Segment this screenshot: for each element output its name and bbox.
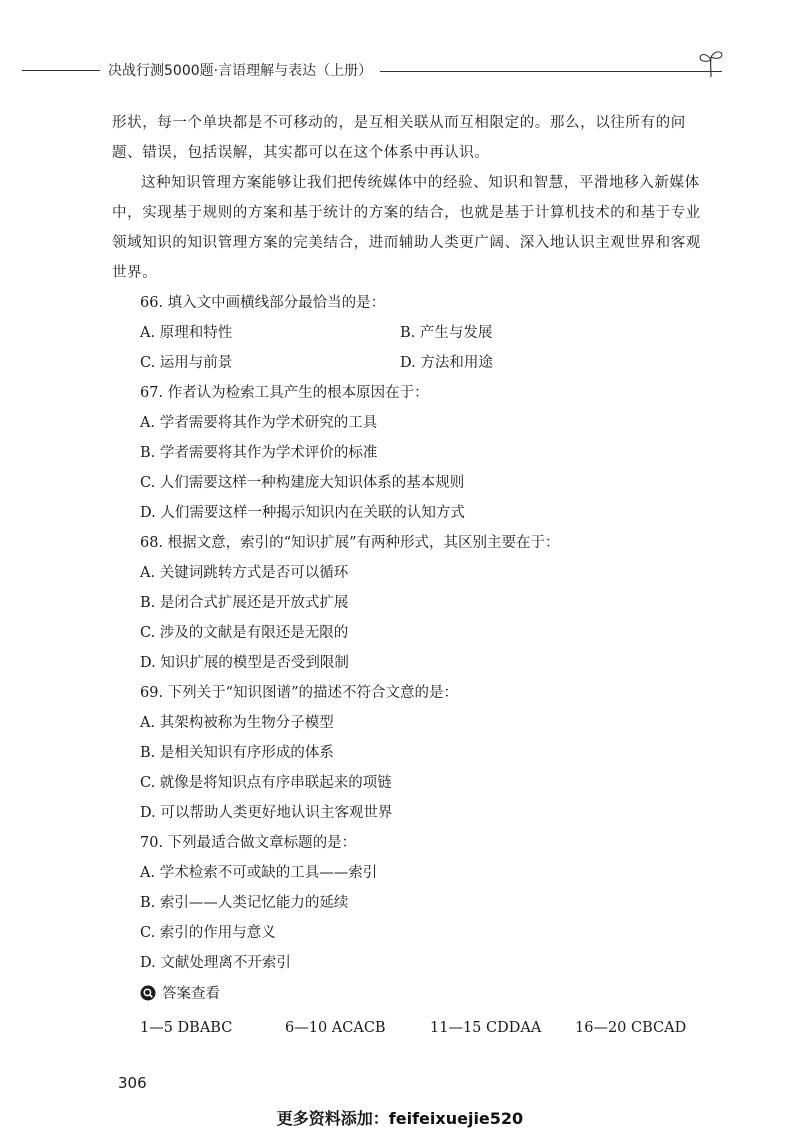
running-header <box>22 56 722 84</box>
answer-range-1-5: 1—5 DBABC <box>140 1020 233 1036</box>
page-body <box>112 108 712 978</box>
header-rule-left <box>22 70 100 71</box>
header-rule-right <box>380 71 722 72</box>
answer-key-row <box>140 1020 720 1036</box>
option-b: B. 是闭合式扩展还是开放式扩展 <box>140 595 349 611</box>
option-a: A. 原理和特性 <box>140 325 233 341</box>
answer-range-6-10: 6—10 ACACB <box>285 1020 386 1036</box>
passage-paragraph-1: 形状，每一个单块都是不可移动的，是互相关联从而互相限定的。那么，以往所有的问题、错误，包括误解，其实都可以在这个体系中再认识。 <box>112 115 686 161</box>
page-number: 306 <box>118 1074 147 1092</box>
answer-range-16-20: 16—20 CBCAD <box>575 1020 687 1036</box>
question-stem: 66. 填入文中画横线部分最恰当的是： <box>140 295 386 311</box>
book-title: 决战行测5000题·言语理解与表达（上册） <box>108 63 373 79</box>
question-68 <box>140 528 712 678</box>
option-c: C. 就像是将知识点有序串联起来的项链 <box>140 775 392 791</box>
option-b: B. 学者需要将其作为学术评价的标准 <box>140 445 378 461</box>
answer-section-title: 答案查看 <box>162 986 220 1002</box>
option-c: C. 运用与前景 <box>140 355 233 371</box>
option-row <box>140 348 712 378</box>
option-a: A. 学者需要将其作为学术研究的工具 <box>140 415 378 431</box>
question-stem: 69. 下列关于“知识图谱”的描述不符合文意的是： <box>140 685 458 701</box>
option-row <box>140 318 712 348</box>
answer-magnifier-icon <box>140 985 156 1001</box>
answer-range-11-15: 11—15 CDDAA <box>430 1020 542 1036</box>
option-d: D. 知识扩展的模型是否受到限制 <box>140 655 349 671</box>
option-d: D. 方法和用途 <box>400 355 493 371</box>
passage-paragraph-2: 这种知识管理方案能够让我们把传统媒体中的经验、知识和智慧，平滑地移入新媒体中，实现基于规则的方案和基于统计的方案的结合，也就是基于计算机技术的和基于专业领域知识的知识管理方案的完美结合，进而辅助人类更广阔、深入地认识主观世界和客观世界。 <box>112 175 701 281</box>
option-b: B. 索引——人类记忆能力的延续 <box>140 895 349 911</box>
option-d: D. 文献处理离不开索引 <box>140 955 291 971</box>
option-d: D. 人们需要这样一种揭示知识内在关联的认知方式 <box>140 505 465 521</box>
sprout-icon <box>698 48 724 78</box>
option-b: B. 是相关知识有序形成的体系 <box>140 745 334 761</box>
question-67 <box>140 378 712 528</box>
option-a: A. 关键词跳转方式是否可以循环 <box>140 565 349 581</box>
question-66 <box>140 288 712 378</box>
footer-note: 更多资料添加：feifeixuejie520 <box>276 1109 524 1128</box>
option-a: A. 其架构被称为生物分子模型 <box>140 715 334 731</box>
option-c: C. 涉及的文献是有限还是无限的 <box>140 625 349 641</box>
option-c: C. 人们需要这样一种构建庞大知识体系的基本规则 <box>140 475 465 491</box>
question-69 <box>140 678 712 828</box>
question-70 <box>140 828 712 978</box>
question-stem: 68. 根据文意，索引的“知识扩展”有两种形式，其区别主要在于： <box>140 535 560 551</box>
option-c: C. 索引的作用与意义 <box>140 925 276 941</box>
question-stem: 67. 作者认为检索工具产生的根本原因在于： <box>140 385 429 401</box>
option-b: B. 产生与发展 <box>400 325 493 341</box>
question-stem: 70. 下列最适合做文章标题的是： <box>140 835 357 851</box>
answer-section-heading <box>140 982 220 1003</box>
option-d: D. 可以帮助人类更好地认识主客观世界 <box>140 805 393 821</box>
option-a: A. 学术检索不可或缺的工具——索引 <box>140 865 378 881</box>
